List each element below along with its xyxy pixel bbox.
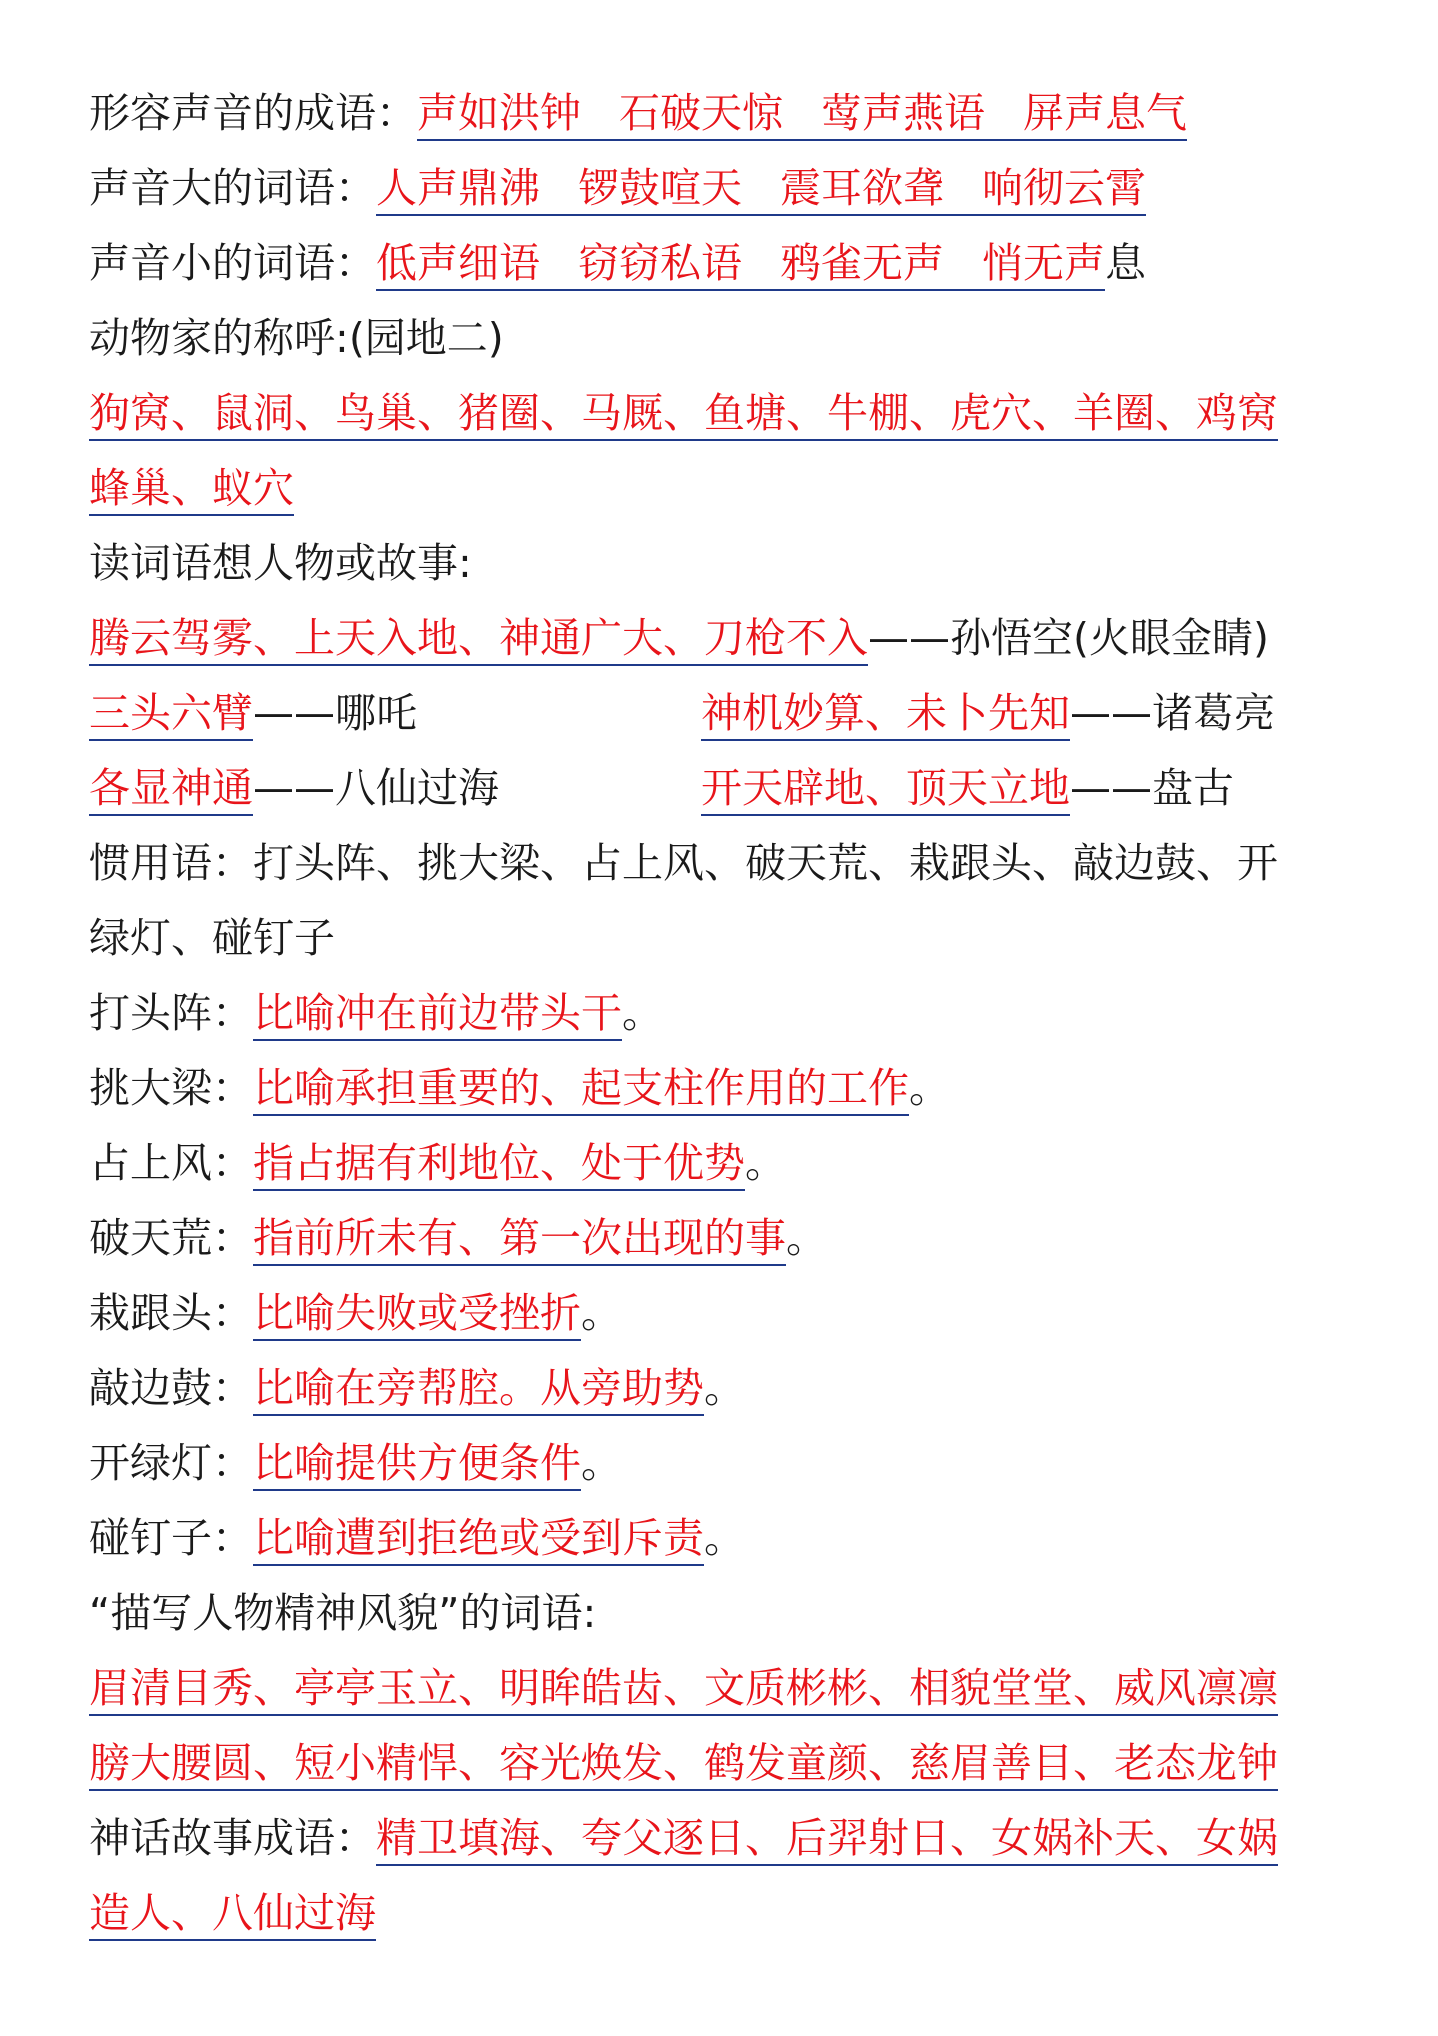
characters-title: 读词语想人物或故事: bbox=[89, 539, 472, 587]
characters-row-3: 各显神通——八仙过海 开天辟地、顶天立地——盘古 bbox=[89, 758, 1349, 818]
row-label: 形容声音的成语： bbox=[89, 89, 417, 137]
definition-row: 碰钉子：比喻遭到拒绝或受到斥责。 bbox=[89, 1508, 745, 1568]
row-label: 声音大的词语： bbox=[89, 164, 376, 212]
sound-idioms-row bbox=[89, 83, 1187, 143]
animal-homes-line-2: 蜂巢、蚁穴 bbox=[89, 458, 294, 518]
appearance-title: “描写人物精神风貌”的词语: bbox=[89, 1589, 597, 1637]
common-idioms-line-2: 绿灯、碰钉子 bbox=[89, 914, 335, 962]
answer-text: 人声鼎沸 锣鼓喧天 震耳欲聋 响彻云霄 bbox=[376, 164, 1146, 216]
loud-words-row bbox=[89, 158, 1146, 218]
animal-homes-line-1: 狗窝、鼠洞、鸟巢、猪圈、马厩、鱼塘、牛棚、虎穴、羊圈、鸡窝 bbox=[89, 383, 1278, 443]
definition-row: 打头阵：比喻冲在前边带头干。 bbox=[89, 983, 663, 1043]
quiet-words-row: 声音小的词语：低声细语 窃窃私语 鸦雀无声 悄无声息 bbox=[89, 233, 1146, 293]
answer-text: 声如洪钟 石破天惊 莺声燕语 屏声息气 bbox=[417, 89, 1187, 141]
common-idioms-line-1: 惯用语：打头阵、挑大梁、占上风、破天荒、栽跟头、敲边鼓、开 bbox=[89, 839, 1278, 887]
row-label: 声音小的词语： bbox=[89, 239, 376, 287]
animal-homes-title: 动物家的称呼:(园地二) bbox=[89, 314, 504, 362]
answer-text: 低声细语 窃窃私语 鸦雀无声 悄无声 bbox=[376, 239, 1105, 291]
characters-row-2: 三头六臂——哪吒 神机妙算、未卜先知——诸葛亮 bbox=[89, 683, 1349, 743]
characters-row-1: 腾云驾雾、上天入地、神通广大、刀枪不入——孙悟空(火眼金睛) bbox=[89, 608, 1269, 668]
definition-row: 占上风：指占据有利地位、处于优势。 bbox=[89, 1133, 786, 1193]
definition-row: 敲边鼓：比喻在旁帮腔。从旁助势。 bbox=[89, 1358, 745, 1418]
definition-row: 破天荒：指前所未有、第一次出现的事。 bbox=[89, 1208, 827, 1268]
appearance-line-2: 膀大腰圆、短小精悍、容光焕发、鹤发童颜、慈眉善目、老态龙钟 bbox=[89, 1733, 1278, 1793]
definition-row: 开绿灯：比喻提供方便条件。 bbox=[89, 1433, 622, 1493]
myth-idioms-line-1: 神话故事成语：精卫填海、夸父逐日、后羿射日、女娲补天、女娲 bbox=[89, 1808, 1278, 1868]
myth-idioms-line-2: 造人、八仙过海 bbox=[89, 1883, 376, 1943]
appearance-line-1: 眉清目秀、亭亭玉立、明眸皓齿、文质彬彬、相貌堂堂、威风凛凛 bbox=[89, 1658, 1278, 1718]
definition-row: 栽跟头：比喻失败或受挫折。 bbox=[89, 1283, 622, 1343]
definition-row: 挑大梁：比喻承担重要的、起支柱作用的工作。 bbox=[89, 1058, 950, 1118]
